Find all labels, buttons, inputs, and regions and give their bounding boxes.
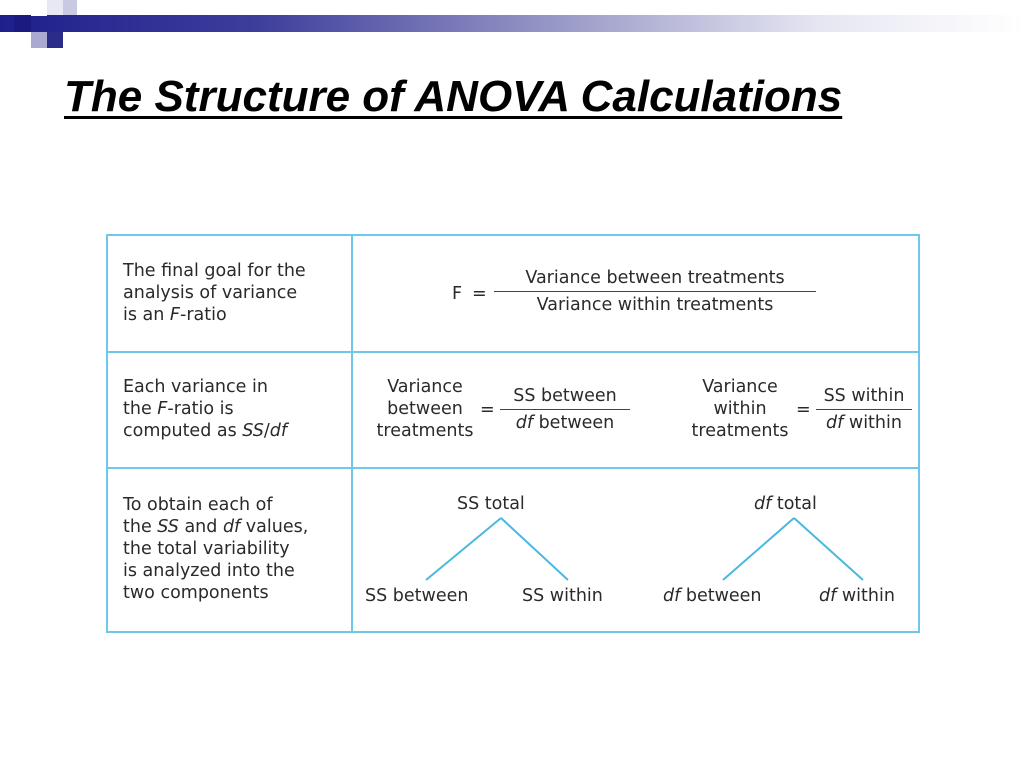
equals-sign: = <box>480 400 495 420</box>
row1-description: The final goal for the analysis of variance is an F-ratio <box>123 261 306 325</box>
decor-square <box>31 0 47 16</box>
decor-square <box>31 32 47 48</box>
decor-square <box>47 32 63 48</box>
ss-between-numerator: SS between <box>500 386 630 410</box>
ss-within-branch <box>501 518 568 580</box>
variance-within-label: Variance within treatments <box>691 377 789 441</box>
header-gradient-bar <box>0 15 1024 32</box>
f-numerator: Variance between treatments <box>494 268 816 292</box>
ss-within-numerator: SS within <box>816 386 912 410</box>
ss-total-node: SS total <box>457 494 525 514</box>
equals-sign: = <box>796 400 811 420</box>
decor-square <box>47 0 63 15</box>
ss-within-node: SS within <box>522 586 603 606</box>
df-between-denominator: df between <box>515 413 615 433</box>
decor-square <box>14 15 31 32</box>
df-between-node: df between <box>663 586 762 606</box>
df-total-node: df total <box>754 494 817 514</box>
decor-square <box>63 0 77 15</box>
row3-description: To obtain each of the SS and df values, the total variability is analyzed into the two components <box>123 495 309 603</box>
df-between-branch <box>723 518 794 580</box>
slide-title: The Structure of ANOVA Calculations <box>64 72 843 121</box>
df-within-node: df within <box>819 586 895 606</box>
ss-between-branch <box>426 518 501 580</box>
row2-description: Each variance in the F-ratio is computed as SS/df <box>123 377 288 441</box>
variance-between-label: Variance between treatments <box>376 377 474 441</box>
f-denominator: Variance within treatments <box>536 295 774 315</box>
equals-sign: = <box>472 284 487 304</box>
ss-between-node: SS between <box>365 586 469 606</box>
partition-lines <box>108 236 918 631</box>
f-symbol: F <box>452 284 463 304</box>
df-within-denominator: df within <box>826 413 902 433</box>
anova-structure-figure <box>106 234 920 633</box>
df-within-branch <box>794 518 863 580</box>
